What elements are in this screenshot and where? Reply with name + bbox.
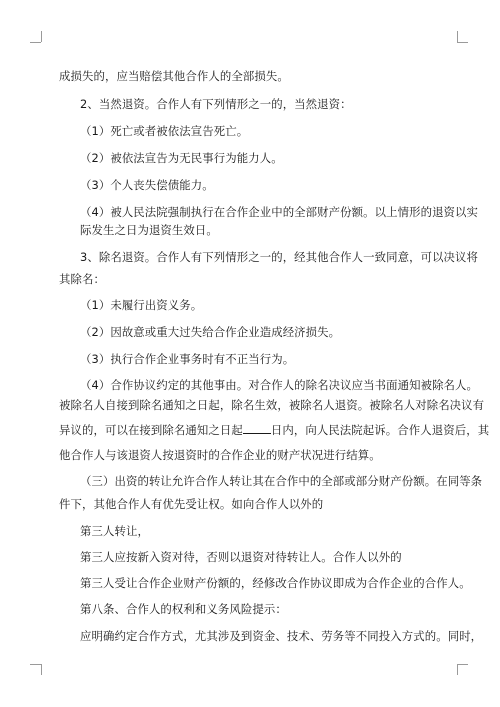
text-segment: 异议的，可以在接到除名通知之日起 [59, 423, 243, 437]
blank-underline [243, 423, 271, 434]
text-line: （4）合作协议约定的其他事由。对合作人的除名决议应当书面通知被除名人。 [80, 378, 479, 392]
text-line: （3）个人丧失偿债能力。 [80, 178, 214, 192]
text-line: 第三人应按新入资对待，否则以退资对待转让人。合作人以外的 [80, 550, 402, 564]
text-line: 应明确约定合作方式，尤其涉及到资金、技术、劳务等不同投入方式的。同时， [80, 629, 483, 643]
text-line: 第三人转让， [80, 524, 149, 538]
text-line: 成损失的，应当赔偿其他合作人的全部损失。 [59, 69, 289, 83]
text-line: 3、除名退资。合作人有下列情形之一的，经其他合作人一致同意，可以决议将 [80, 250, 479, 264]
text-line: 他合作人与该退资人按退资时的合作企业的财产状况进行结算。 [59, 448, 381, 462]
text-line: 2、当然退资。合作人有下列情形之一的，当然退资： [80, 97, 352, 111]
text-line: （4）被人民法院强制执行在合作企业中的全部财产份额。以上情形的退资以实 [80, 205, 479, 219]
text-line [59, 423, 489, 437]
text-line: （2）因故意或重大过失给合作企业造成经济损失。 [80, 325, 341, 339]
text-line: 件下，其他合作人有优先受让权。如向合作人以外的 [59, 497, 324, 511]
text-line: （1）死亡或者被依法宣告死亡。 [80, 124, 249, 138]
text-line: （三）出资的转让允许合作人转让其在合作中的全部或部分财产份额。在同等条 [80, 474, 483, 488]
crop-mark-top-left [30, 31, 42, 43]
text-segment: 日内，向人民法院起诉。合作人退资后，其 [270, 423, 490, 437]
text-line: （2）被依法宣告为无民事行为能力人。 [80, 151, 283, 165]
text-line: 第三人受让合作企业财产份额的，经修改合作协议即成为合作企业的合作人。 [80, 576, 471, 590]
text-line: （1）未履行出资义务。 [80, 298, 203, 312]
text-line: 其除名： [59, 272, 105, 286]
text-line: 第八条、合作人的权利和义务风险提示： [80, 602, 287, 616]
crop-mark-top-right [457, 31, 469, 43]
text-line: 际发生之日为退资生效日。 [80, 223, 218, 237]
text-line: （3）执行合作企业事务时有不正当行为。 [80, 352, 295, 366]
crop-mark-bottom-right [457, 664, 469, 676]
text-line: 被除名人自接到除名通知之日起，除名生效，被除名人退资。被除名人对除名决议有 [59, 398, 485, 412]
crop-mark-bottom-left [30, 664, 42, 676]
